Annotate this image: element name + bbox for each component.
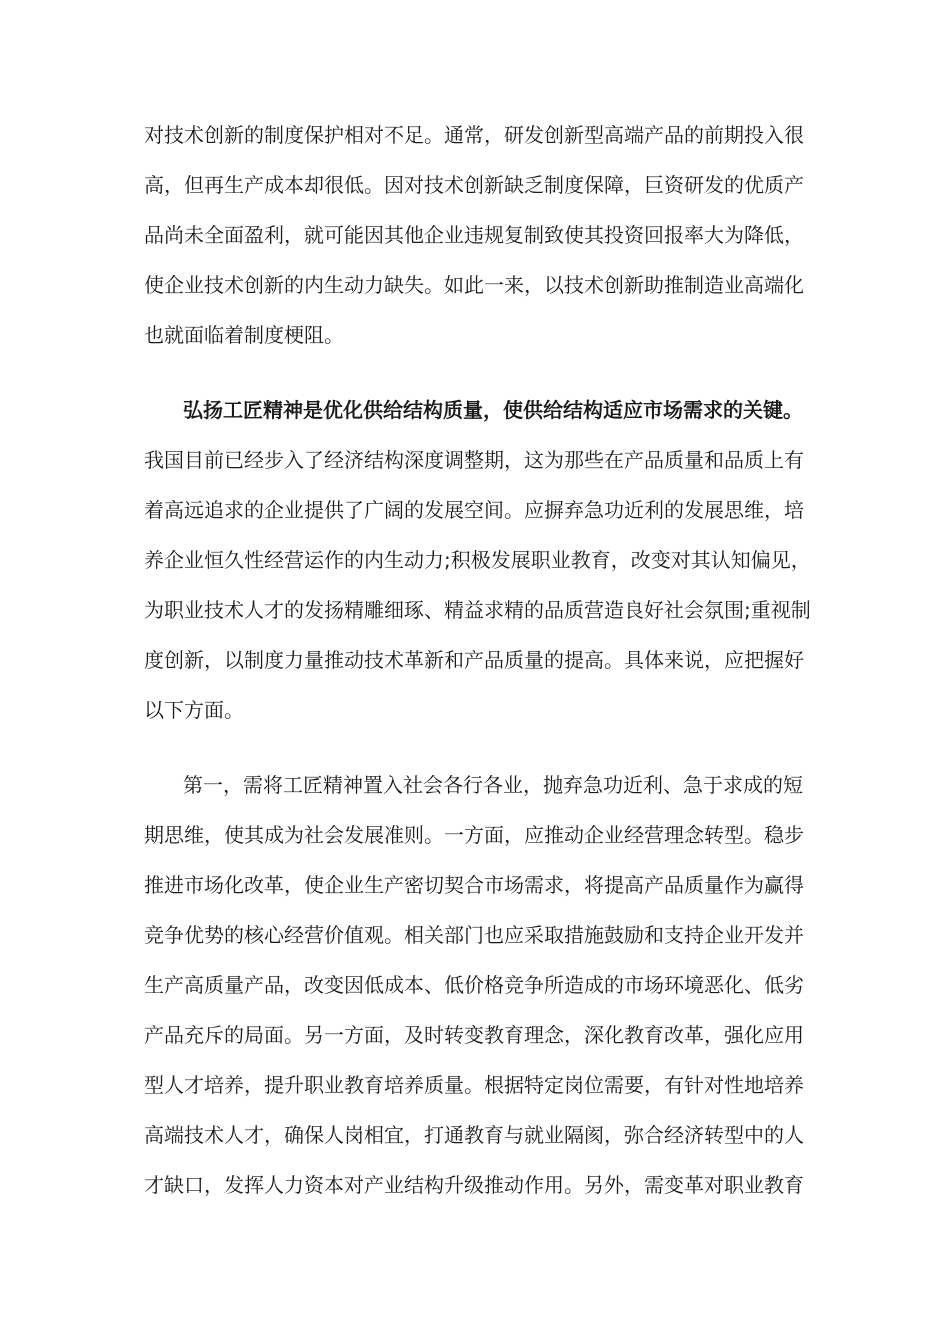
p1-line-5: 也就面临着制度梗阻。 [144,323,344,347]
p3-line-2: 期思维，使其成为社会发展准则。一方面，应推动企业经营理念转型。稳步 [144,823,804,847]
p2-line-3: 养企业恒久性经营运作的内生动力;积极发展职业教育，改变对其认知偏见， [144,548,811,572]
p2-line-2: 着高远追求的企业提供了广阔的发展空间。应摒弃急功近利的发展思维，培 [144,498,804,522]
p1-line-1: 对技术创新的制度保护相对不足。通常，研发创新型高端产品的前期投入很 [144,123,804,147]
p3-line-9: 才缺口，发挥人力资本对产业结构升级推动作用。另外，需变革对职业教育 [144,1173,804,1197]
p2-line-5: 度创新，以制度力量推动技术革新和产品质量的提高。具体来说，应把握好 [144,648,804,672]
p3-line-3: 推进市场化改革，使企业生产密切契合市场需求，将提高产品质量作为赢得 [144,873,804,897]
p1-line-2: 高，但再生产成本却很低。因对技术创新缺乏制度保障，巨资研发的优质产 [144,173,804,197]
p3-line-4: 竞争优势的核心经营价值观。相关部门也应采取措施鼓励和支持企业开发并 [144,923,804,947]
p3-line-8: 高端技术人才，确保人岗相宜，打通教育与就业隔阂，弥合经济转型中的人 [144,1123,804,1147]
p3-line-5: 生产高质量产品，改变因低成本、低价格竞争所造成的市场环境恶化、低劣 [144,973,804,997]
p1-line-3: 品尚未全面盈利，就可能因其他企业违规复制致使其投资回报率大为降低， [144,223,804,247]
p3-line-1: 第一，需将工匠精神置入社会各行各业，抛弃急功近利、急于求成的短 [183,773,803,797]
p2-line-6: 以下方面。 [144,698,244,722]
p3-line-6: 产品充斥的局面。另一方面，及时转变教育理念，深化教育改革，强化应用 [144,1023,804,1047]
p2-line-1: 我国目前已经步入了经济结构深度调整期，这为那些在产品质量和品质上有 [144,448,804,472]
p2-line-4: 为职业技术人才的发扬精雕细琢、精益求精的品质营造良好社会氛围;重视制 [144,598,811,622]
p3-line-7: 型人才培养，提升职业教育培养质量。根据特定岗位需要，有针对性地培养 [144,1073,804,1097]
p2-heading: 弘扬工匠精神是优化供给结构质量，使供给结构适应市场需求的关键。 [183,398,803,422]
p1-line-4: 使企业技术创新的内生动力缺失。如此一来，以技术创新助推制造业高端化 [144,273,804,297]
